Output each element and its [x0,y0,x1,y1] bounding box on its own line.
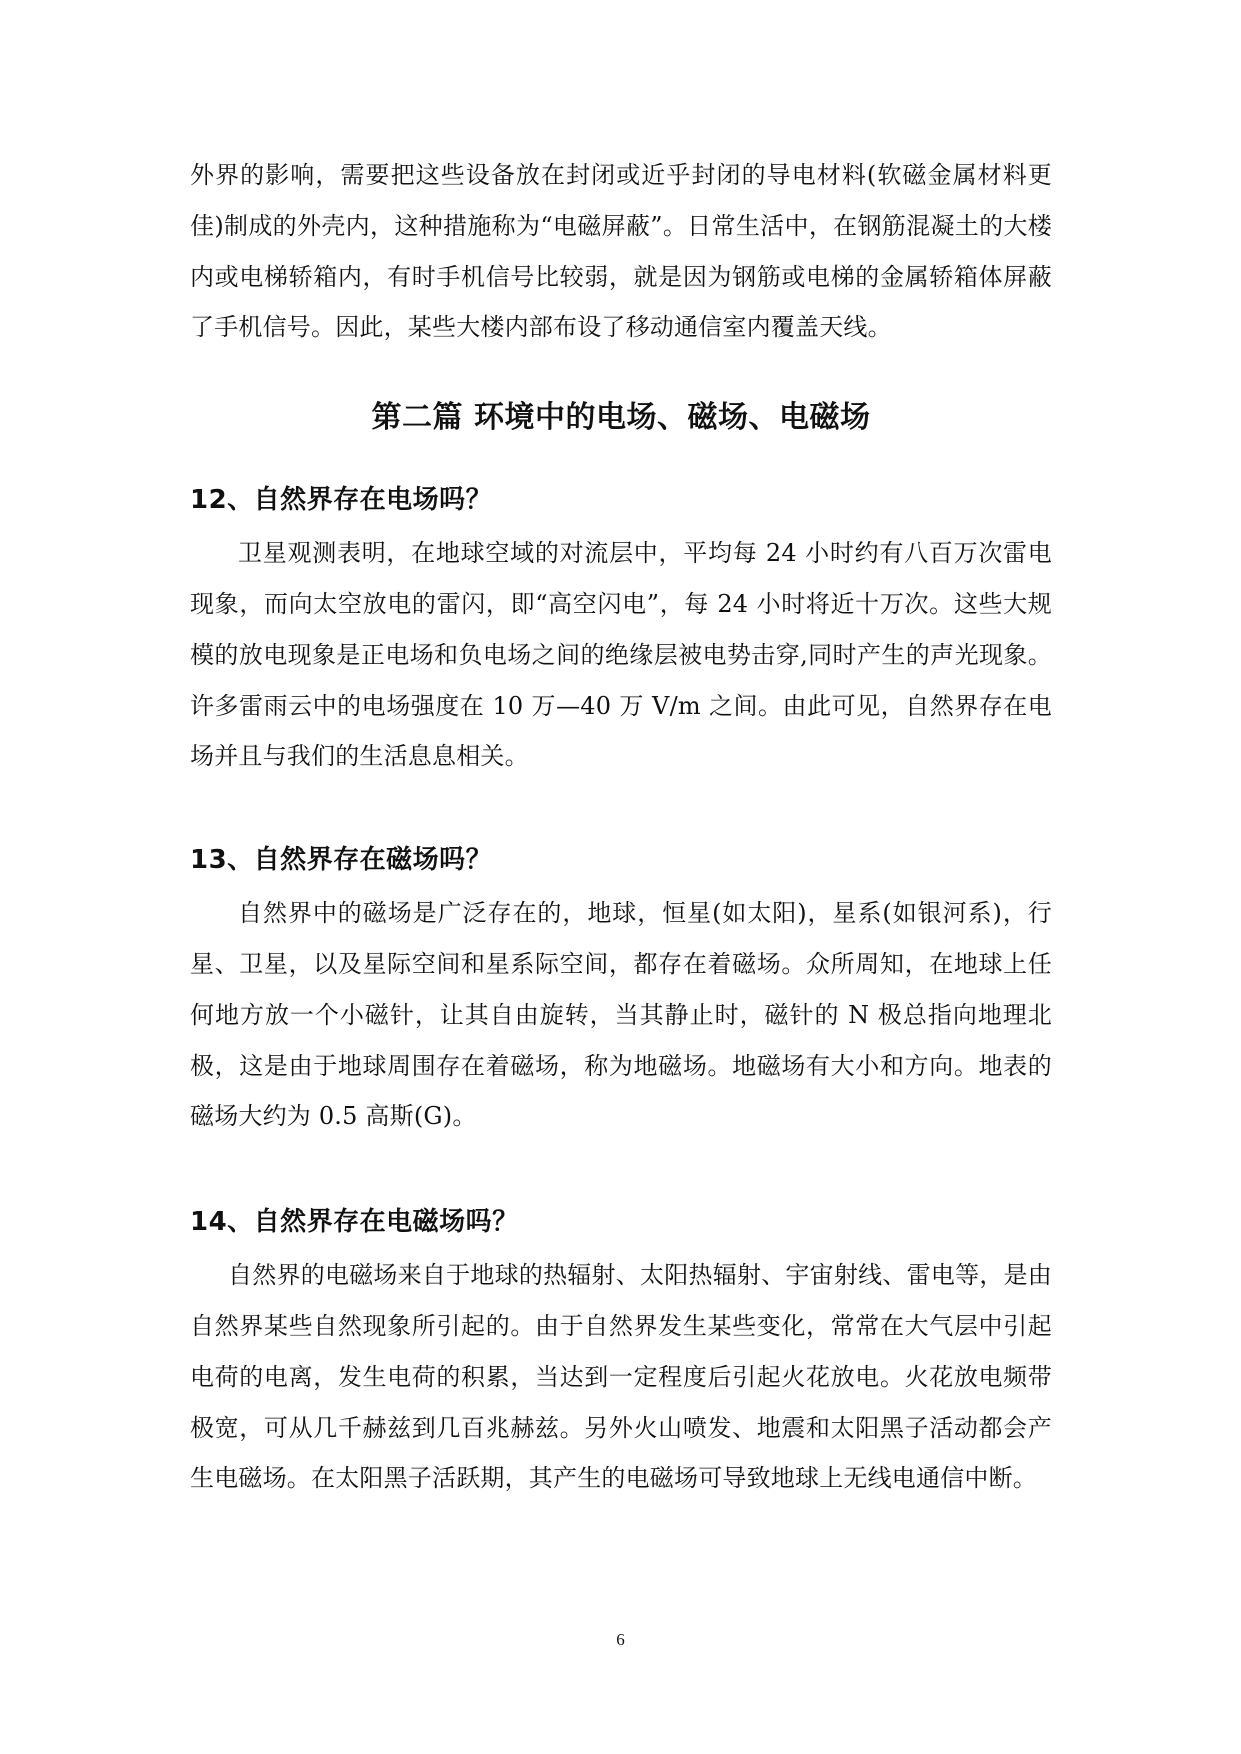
page-number: 6 [616,1630,625,1649]
document-page [190,150,1052,1504]
section-body: 自然界的电磁场来自于地球的热辐射、太阳热辐射、宇宙射线、雷电等，是由自然界某些自然现象所引起的。由于自然界发生某些变化，常常在大气层中引起电荷的电离，发生电荷的积累，当达到一定程度后引起火花放电。火花放电频带极宽，可从几千赫兹到几百兆赫兹。另外火山喷发、地震和太阳黑子活动都会产生电磁场。在太阳黑子活跃期，其产生的电磁场可导致地球上无线电通信中断。 [190,1261,1052,1493]
section-12 [190,480,1052,782]
section-title: 12、自然界存在电场吗？ [190,485,493,516]
section-title: 14、自然界存在电磁场吗？ [190,1207,519,1238]
section-body: 自然界中的磁场是广泛存在的，地球，恒星(如太阳)，星系(如银河系)，行星、卫星，以及星际空间和星系际空间，都存在着磁场。众所周知，在地球上任何地方放一个小磁针，让其自由旋转，当其静止时，磁针的 N 极总指向地理北极，这是由于地球周围存在着磁场，称为地磁场。地磁场有大小和方向。地表的磁场大约为 0.5 高斯(G)。 [190,899,1052,1131]
intro-paragraph: 外界的影响，需要把这些设备放在封闭或近乎封闭的导电材料(软磁金属材料更佳)制成的外壳内，这种措施称为“电磁屏蔽”。日常生活中，在钢筋混凝土的大楼内或电梯轿箱内，有时手机信号比较弱，就是因为钢筋或电梯的金属轿箱体屏蔽了手机信号。因此，某些大楼内部布设了移动通信室内覆盖天线。 [190,161,1052,342]
section-body: 卫星观测表明，在地球空域的对流层中，平均每 24 小时约有八百万次雷电现象，而向太空放电的雷闪，即“高空闪电”，每 24 小时将近十万次。这些大规模的放电现象是正电场和负电场之间的绝缘层被电势击穿,同时产生的声光现象。许多雷雨云中的电场强度在 10 万—40 万 V/m 之间。由此可见，自然界存在电场并且与我们的生活息息相关。 [190,539,1052,771]
part-title: 第二篇 环境中的电场、磁场、电磁场 [371,400,871,436]
section-14 [190,1202,1052,1504]
section-title: 13、自然界存在磁场吗？ [190,845,493,876]
section-13 [190,840,1052,1142]
